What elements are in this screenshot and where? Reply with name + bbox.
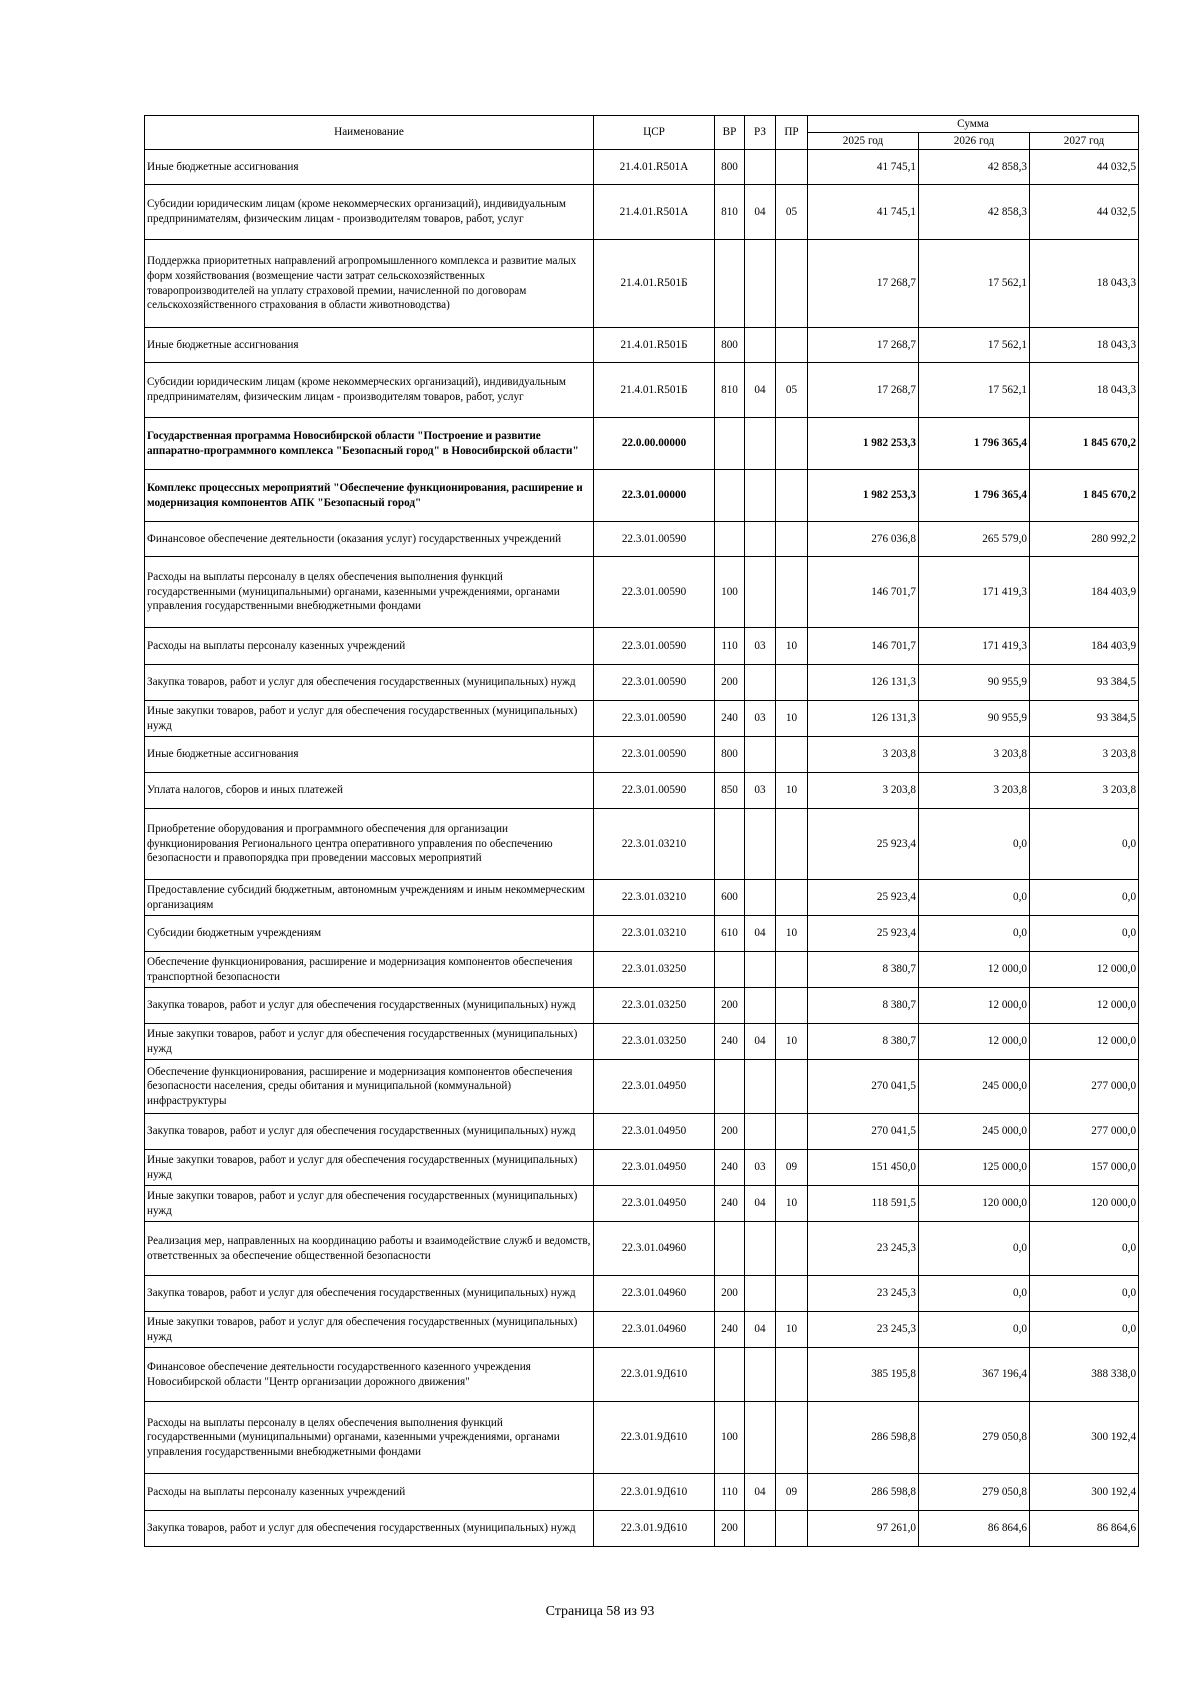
cell-csr: 22.3.01.04950 <box>594 1186 715 1222</box>
cell-vr: 800 <box>715 328 745 363</box>
cell-pr <box>776 522 808 557</box>
cell-name: Иные бюджетные ассигнования <box>145 328 594 363</box>
header-vr: ВР <box>715 116 745 150</box>
cell-vr: 200 <box>715 1276 745 1312</box>
cell-2027: 0,0 <box>1030 1276 1139 1312</box>
cell-2027: 18 043,3 <box>1030 363 1139 418</box>
cell-2027: 93 384,5 <box>1030 665 1139 701</box>
cell-pr <box>776 240 808 328</box>
cell-rz: 04 <box>745 185 776 240</box>
cell-rz: 03 <box>745 1150 776 1186</box>
cell-pr <box>776 988 808 1024</box>
cell-vr: 240 <box>715 1024 745 1060</box>
header-sum: Сумма <box>808 116 1139 133</box>
cell-rz <box>745 557 776 628</box>
cell-2026: 120 000,0 <box>919 1186 1030 1222</box>
cell-vr: 200 <box>715 988 745 1024</box>
cell-rz <box>745 1402 776 1474</box>
cell-2027: 280 992,2 <box>1030 522 1139 557</box>
cell-2026: 0,0 <box>919 1222 1030 1276</box>
cell-vr: 240 <box>715 701 745 737</box>
cell-2026: 3 203,8 <box>919 773 1030 809</box>
cell-2026: 0,0 <box>919 809 1030 880</box>
cell-pr <box>776 418 808 470</box>
cell-2027: 86 864,6 <box>1030 1511 1139 1547</box>
cell-rz <box>745 240 776 328</box>
cell-vr <box>715 1060 745 1114</box>
cell-rz <box>745 880 776 916</box>
cell-2025: 25 923,4 <box>808 916 919 952</box>
cell-name: Закупка товаров, работ и услуг для обеспечения государственных (муниципальных) нужд <box>145 1114 594 1150</box>
cell-2027: 12 000,0 <box>1030 988 1139 1024</box>
table-body <box>145 150 1139 1547</box>
cell-name: Обеспечение функционирования, расширение и модернизация компонентов обеспечения безопасности населения, среды обитания и муниципальной (коммунальной) инфраструктуры <box>145 1060 594 1114</box>
cell-vr: 100 <box>715 1402 745 1474</box>
cell-rz <box>745 1114 776 1150</box>
cell-2026: 12 000,0 <box>919 952 1030 988</box>
cell-name: Иные закупки товаров, работ и услуг для обеспечения государственных (муниципальных) нужд <box>145 1150 594 1186</box>
cell-2027: 388 338,0 <box>1030 1348 1139 1402</box>
cell-2027: 277 000,0 <box>1030 1114 1139 1150</box>
table-row <box>145 880 1139 916</box>
table-row <box>145 1511 1139 1547</box>
header-pr: ПР <box>776 116 808 150</box>
cell-vr: 810 <box>715 185 745 240</box>
cell-2025: 118 591,5 <box>808 1186 919 1222</box>
cell-pr: 10 <box>776 1024 808 1060</box>
cell-2026: 279 050,8 <box>919 1402 1030 1474</box>
cell-pr: 10 <box>776 628 808 665</box>
cell-csr: 22.3.01.9Д610 <box>594 1511 715 1547</box>
cell-rz <box>745 1511 776 1547</box>
cell-2025: 8 380,7 <box>808 1024 919 1060</box>
cell-2025: 1 982 253,3 <box>808 418 919 470</box>
cell-csr: 22.3.01.00590 <box>594 665 715 701</box>
cell-rz: 03 <box>745 701 776 737</box>
table-row <box>145 418 1139 470</box>
cell-2027: 44 032,5 <box>1030 150 1139 185</box>
cell-pr <box>776 952 808 988</box>
cell-2025: 126 131,3 <box>808 701 919 737</box>
cell-pr: 10 <box>776 701 808 737</box>
cell-vr: 850 <box>715 773 745 809</box>
table-row <box>145 1312 1139 1348</box>
cell-2025: 8 380,7 <box>808 952 919 988</box>
cell-csr: 22.3.01.03250 <box>594 1024 715 1060</box>
cell-csr: 22.3.01.04960 <box>594 1276 715 1312</box>
cell-name: Расходы на выплаты персоналу казенных учреждений <box>145 1474 594 1511</box>
cell-rz: 03 <box>745 773 776 809</box>
cell-csr: 22.3.01.00590 <box>594 773 715 809</box>
cell-vr: 240 <box>715 1312 745 1348</box>
cell-pr <box>776 1114 808 1150</box>
cell-2025: 3 203,8 <box>808 773 919 809</box>
cell-2026: 171 419,3 <box>919 557 1030 628</box>
table-row <box>145 1114 1139 1150</box>
cell-2025: 41 745,1 <box>808 185 919 240</box>
cell-rz <box>745 1060 776 1114</box>
cell-pr <box>776 665 808 701</box>
cell-csr: 22.3.01.03250 <box>594 952 715 988</box>
cell-rz <box>745 150 776 185</box>
cell-name: Закупка товаров, работ и услуг для обеспечения государственных (муниципальных) нужд <box>145 988 594 1024</box>
cell-2026: 0,0 <box>919 1312 1030 1348</box>
cell-pr <box>776 809 808 880</box>
budget-table <box>144 115 1139 1547</box>
cell-csr: 22.3.01.03210 <box>594 809 715 880</box>
cell-name: Субсидии юридическим лицам (кроме некоммерческих организаций), индивидуальным предпринимателям, физическим лицам - производителям товаров, работ, услуг <box>145 363 594 418</box>
cell-pr <box>776 1402 808 1474</box>
cell-2027: 0,0 <box>1030 880 1139 916</box>
cell-pr: 10 <box>776 916 808 952</box>
cell-csr: 22.3.01.00590 <box>594 628 715 665</box>
cell-csr: 22.3.01.00000 <box>594 470 715 522</box>
cell-name: Иные закупки товаров, работ и услуг для обеспечения государственных (муниципальных) нужд <box>145 701 594 737</box>
table-row <box>145 1348 1139 1402</box>
table-row <box>145 773 1139 809</box>
cell-csr: 21.4.01.R501А <box>594 185 715 240</box>
cell-2025: 146 701,7 <box>808 628 919 665</box>
cell-name: Уплата налогов, сборов и иных платежей <box>145 773 594 809</box>
cell-pr <box>776 557 808 628</box>
cell-2027: 18 043,3 <box>1030 328 1139 363</box>
cell-vr: 600 <box>715 880 745 916</box>
cell-vr: 100 <box>715 557 745 628</box>
cell-pr <box>776 328 808 363</box>
cell-rz <box>745 522 776 557</box>
table-row <box>145 470 1139 522</box>
table-row <box>145 1186 1139 1222</box>
cell-vr: 200 <box>715 1114 745 1150</box>
table-row <box>145 1474 1139 1511</box>
cell-2025: 146 701,7 <box>808 557 919 628</box>
cell-pr <box>776 1511 808 1547</box>
table-row <box>145 328 1139 363</box>
header-rz: РЗ <box>745 116 776 150</box>
cell-2025: 25 923,4 <box>808 880 919 916</box>
cell-csr: 22.3.01.03210 <box>594 916 715 952</box>
cell-rz <box>745 809 776 880</box>
cell-rz <box>745 1348 776 1402</box>
cell-name: Приобретение оборудования и программного обеспечения для организации функционирования Регионального центра оперативного управления по обеспечению безопасности и правопорядка при проведении массовых мероприятий <box>145 809 594 880</box>
cell-2026: 86 864,6 <box>919 1511 1030 1547</box>
cell-csr: 22.3.01.04950 <box>594 1114 715 1150</box>
cell-vr <box>715 1222 745 1276</box>
cell-2026: 0,0 <box>919 1276 1030 1312</box>
cell-pr: 05 <box>776 185 808 240</box>
header-year-2026: 2026 год <box>919 133 1030 150</box>
cell-rz: 03 <box>745 628 776 665</box>
cell-csr: 22.3.01.03250 <box>594 988 715 1024</box>
cell-csr: 22.3.01.00590 <box>594 737 715 773</box>
cell-pr <box>776 1276 808 1312</box>
header-name: Наименование <box>145 116 594 150</box>
cell-2027: 184 403,9 <box>1030 557 1139 628</box>
cell-2027: 93 384,5 <box>1030 701 1139 737</box>
cell-name: Обеспечение функционирования, расширение и модернизация компонентов обеспечения транспортной безопасности <box>145 952 594 988</box>
cell-csr: 21.4.01.R501Б <box>594 240 715 328</box>
cell-2025: 385 195,8 <box>808 1348 919 1402</box>
cell-pr: 09 <box>776 1474 808 1511</box>
header-year-2027: 2027 год <box>1030 133 1139 150</box>
cell-vr: 240 <box>715 1186 745 1222</box>
table-row <box>145 665 1139 701</box>
cell-vr <box>715 1348 745 1402</box>
table-header <box>145 116 1139 150</box>
table-row <box>145 1060 1139 1114</box>
cell-rz <box>745 737 776 773</box>
cell-2026: 12 000,0 <box>919 1024 1030 1060</box>
cell-name: Закупка товаров, работ и услуг для обеспечения государственных (муниципальных) нужд <box>145 1276 594 1312</box>
cell-2026: 3 203,8 <box>919 737 1030 773</box>
cell-name: Комплекс процессных мероприятий "Обеспечение функционирования, расширение и модернизация компонентов АПК "Безопасный город" <box>145 470 594 522</box>
cell-vr: 800 <box>715 150 745 185</box>
cell-name: Закупка товаров, работ и услуг для обеспечения государственных (муниципальных) нужд <box>145 1511 594 1547</box>
cell-pr: 09 <box>776 1150 808 1186</box>
table-row <box>145 737 1139 773</box>
cell-rz <box>745 665 776 701</box>
cell-name: Иные закупки товаров, работ и услуг для обеспечения государственных (муниципальных) нужд <box>145 1186 594 1222</box>
cell-name: Реализация мер, направленных на координацию работы и взаимодействие служб и ведомств, ответственных за обеспечение общественной безопасности <box>145 1222 594 1276</box>
table-row <box>145 240 1139 328</box>
cell-vr <box>715 809 745 880</box>
table-row <box>145 150 1139 185</box>
cell-2026: 171 419,3 <box>919 628 1030 665</box>
cell-2027: 277 000,0 <box>1030 1060 1139 1114</box>
cell-2026: 0,0 <box>919 916 1030 952</box>
table-row <box>145 628 1139 665</box>
table-row <box>145 1024 1139 1060</box>
table-row <box>145 363 1139 418</box>
cell-2027: 3 203,8 <box>1030 773 1139 809</box>
cell-rz: 04 <box>745 363 776 418</box>
cell-2025: 286 598,8 <box>808 1474 919 1511</box>
cell-2026: 245 000,0 <box>919 1060 1030 1114</box>
cell-name: Расходы на выплаты персоналу казенных учреждений <box>145 628 594 665</box>
table-row <box>145 809 1139 880</box>
cell-csr: 22.3.01.00590 <box>594 522 715 557</box>
cell-csr: 22.3.01.04950 <box>594 1150 715 1186</box>
cell-name: Иные бюджетные ассигнования <box>145 737 594 773</box>
cell-2025: 25 923,4 <box>808 809 919 880</box>
cell-csr: 21.4.01.R501А <box>594 150 715 185</box>
cell-2025: 17 268,7 <box>808 240 919 328</box>
cell-vr: 800 <box>715 737 745 773</box>
cell-vr: 200 <box>715 665 745 701</box>
table-row <box>145 1150 1139 1186</box>
cell-name: Иные закупки товаров, работ и услуг для обеспечения государственных (муниципальных) нужд <box>145 1024 594 1060</box>
cell-2027: 300 192,4 <box>1030 1402 1139 1474</box>
cell-csr: 22.3.01.04950 <box>594 1060 715 1114</box>
cell-name: Финансовое обеспечение деятельности (оказания услуг) государственных учреждений <box>145 522 594 557</box>
cell-csr: 22.3.01.9Д610 <box>594 1402 715 1474</box>
cell-2027: 0,0 <box>1030 1222 1139 1276</box>
cell-csr: 22.0.00.00000 <box>594 418 715 470</box>
cell-rz <box>745 1222 776 1276</box>
cell-vr: 200 <box>715 1511 745 1547</box>
cell-rz: 04 <box>745 1024 776 1060</box>
cell-2027: 0,0 <box>1030 809 1139 880</box>
cell-2025: 3 203,8 <box>808 737 919 773</box>
cell-rz: 04 <box>745 1312 776 1348</box>
cell-rz: 04 <box>745 1474 776 1511</box>
cell-vr: 810 <box>715 363 745 418</box>
cell-vr: 110 <box>715 1474 745 1511</box>
cell-2027: 157 000,0 <box>1030 1150 1139 1186</box>
page-number: Страница 58 из 93 <box>545 1604 655 1619</box>
cell-pr: 10 <box>776 773 808 809</box>
cell-2027: 3 203,8 <box>1030 737 1139 773</box>
cell-pr <box>776 150 808 185</box>
cell-vr <box>715 470 745 522</box>
table-row <box>145 1402 1139 1474</box>
cell-csr: 22.3.01.9Д610 <box>594 1474 715 1511</box>
cell-vr: 240 <box>715 1150 745 1186</box>
cell-2027: 184 403,9 <box>1030 628 1139 665</box>
cell-2025: 17 268,7 <box>808 328 919 363</box>
cell-csr: 21.4.01.R501Б <box>594 328 715 363</box>
cell-pr: 10 <box>776 1312 808 1348</box>
cell-rz <box>745 1276 776 1312</box>
cell-2025: 17 268,7 <box>808 363 919 418</box>
cell-csr: 21.4.01.R501Б <box>594 363 715 418</box>
cell-2025: 276 036,8 <box>808 522 919 557</box>
cell-2025: 8 380,7 <box>808 988 919 1024</box>
cell-2027: 12 000,0 <box>1030 1024 1139 1060</box>
cell-pr <box>776 1060 808 1114</box>
cell-2025: 270 041,5 <box>808 1060 919 1114</box>
cell-pr <box>776 737 808 773</box>
cell-2026: 279 050,8 <box>919 1474 1030 1511</box>
cell-2027: 0,0 <box>1030 1312 1139 1348</box>
cell-2026: 265 579,0 <box>919 522 1030 557</box>
cell-2026: 1 796 365,4 <box>919 470 1030 522</box>
cell-2025: 97 261,0 <box>808 1511 919 1547</box>
cell-vr <box>715 522 745 557</box>
cell-2025: 41 745,1 <box>808 150 919 185</box>
cell-pr <box>776 1348 808 1402</box>
cell-2027: 12 000,0 <box>1030 952 1139 988</box>
cell-2027: 44 032,5 <box>1030 185 1139 240</box>
cell-2027: 120 000,0 <box>1030 1186 1139 1222</box>
cell-2025: 1 982 253,3 <box>808 470 919 522</box>
cell-name: Финансовое обеспечение деятельности государственного казенного учреждения Новосибирской области "Центр организации дорожного движения" <box>145 1348 594 1402</box>
cell-csr: 22.3.01.9Д610 <box>594 1348 715 1402</box>
cell-2025: 126 131,3 <box>808 665 919 701</box>
cell-2025: 270 041,5 <box>808 1114 919 1150</box>
cell-rz <box>745 418 776 470</box>
cell-rz <box>745 952 776 988</box>
table-row <box>145 1276 1139 1312</box>
cell-vr: 610 <box>715 916 745 952</box>
cell-2025: 23 245,3 <box>808 1312 919 1348</box>
cell-2025: 286 598,8 <box>808 1402 919 1474</box>
table-row <box>145 916 1139 952</box>
cell-name: Государственная программа Новосибирской области "Построение и развитие аппаратно-программного комплекса "Безопасный город" в Новосибирской области" <box>145 418 594 470</box>
table-row <box>145 522 1139 557</box>
cell-pr: 05 <box>776 363 808 418</box>
header-csr: ЦСР <box>594 116 715 150</box>
cell-name: Расходы на выплаты персоналу в целях обеспечения выполнения функций государственными (муниципальными) органами, казенными учреждениями, органами управления государственными внебюджетными фондами <box>145 557 594 628</box>
cell-vr <box>715 418 745 470</box>
cell-pr <box>776 880 808 916</box>
cell-2026: 17 562,1 <box>919 328 1030 363</box>
cell-name: Поддержка приоритетных направлений агропромышленного комплекса и развитие малых форм хозяйствования (возмещение части затрат сельскохозяйственных товаропроизводителей на уплату страховой премии, начисленной по договорам сельскохозяйственного страхования в области животноводства) <box>145 240 594 328</box>
table-row <box>145 185 1139 240</box>
cell-2026: 42 858,3 <box>919 185 1030 240</box>
cell-2026: 367 196,4 <box>919 1348 1030 1402</box>
cell-2026: 17 562,1 <box>919 363 1030 418</box>
cell-2027: 18 043,3 <box>1030 240 1139 328</box>
cell-vr: 110 <box>715 628 745 665</box>
cell-rz <box>745 470 776 522</box>
cell-2025: 23 245,3 <box>808 1276 919 1312</box>
cell-vr <box>715 952 745 988</box>
cell-2027: 0,0 <box>1030 916 1139 952</box>
cell-2025: 23 245,3 <box>808 1222 919 1276</box>
cell-2026: 12 000,0 <box>919 988 1030 1024</box>
cell-name: Субсидии бюджетным учреждениям <box>145 916 594 952</box>
table-row <box>145 1222 1139 1276</box>
cell-2026: 42 858,3 <box>919 150 1030 185</box>
cell-2027: 300 192,4 <box>1030 1474 1139 1511</box>
cell-csr: 22.3.01.03210 <box>594 880 715 916</box>
cell-2027: 1 845 670,2 <box>1030 418 1139 470</box>
cell-2026: 90 955,9 <box>919 665 1030 701</box>
cell-name: Закупка товаров, работ и услуг для обеспечения государственных (муниципальных) нужд <box>145 665 594 701</box>
cell-name: Расходы на выплаты персоналу в целях обеспечения выполнения функций государственными (муниципальными) органами, казенными учреждениями, органами управления государственными внебюджетными фондами <box>145 1402 594 1474</box>
cell-csr: 22.3.01.04960 <box>594 1312 715 1348</box>
cell-name: Иные закупки товаров, работ и услуг для обеспечения государственных (муниципальных) нужд <box>145 1312 594 1348</box>
cell-2026: 0,0 <box>919 880 1030 916</box>
cell-name: Предоставление субсидий бюджетным, автономным учреждениям и иным некоммерческим организациям <box>145 880 594 916</box>
cell-rz <box>745 328 776 363</box>
table-row <box>145 988 1139 1024</box>
cell-2026: 17 562,1 <box>919 240 1030 328</box>
cell-csr: 22.3.01.00590 <box>594 557 715 628</box>
cell-2026: 245 000,0 <box>919 1114 1030 1150</box>
cell-pr <box>776 1222 808 1276</box>
cell-vr <box>715 240 745 328</box>
cell-pr <box>776 470 808 522</box>
cell-csr: 22.3.01.04960 <box>594 1222 715 1276</box>
cell-rz: 04 <box>745 916 776 952</box>
cell-name: Субсидии юридическим лицам (кроме некоммерческих организаций), индивидуальным предпринимателям, физическим лицам - производителям товаров, работ, услуг <box>145 185 594 240</box>
cell-2026: 90 955,9 <box>919 701 1030 737</box>
cell-csr: 22.3.01.00590 <box>594 701 715 737</box>
table-row <box>145 557 1139 628</box>
cell-rz: 04 <box>745 1186 776 1222</box>
cell-name: Иные бюджетные ассигнования <box>145 150 594 185</box>
table-row <box>145 701 1139 737</box>
table-row <box>145 952 1139 988</box>
header-year-2025: 2025 год <box>808 133 919 150</box>
cell-rz <box>745 988 776 1024</box>
cell-2027: 1 845 670,2 <box>1030 470 1139 522</box>
cell-2026: 125 000,0 <box>919 1150 1030 1186</box>
cell-2026: 1 796 365,4 <box>919 418 1030 470</box>
cell-2025: 151 450,0 <box>808 1150 919 1186</box>
cell-pr: 10 <box>776 1186 808 1222</box>
